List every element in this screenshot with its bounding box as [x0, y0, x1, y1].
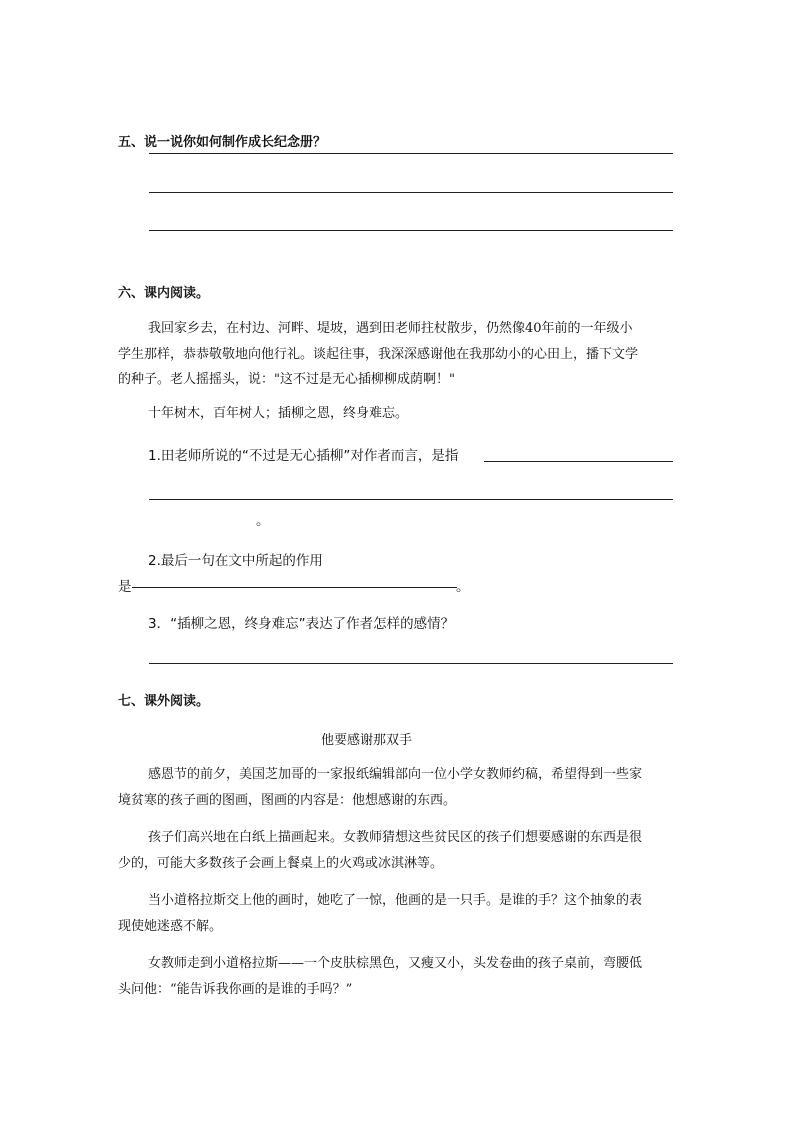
- article-line: 少的，可能大多数孩子会画上餐桌上的火鸡或冰淇淋等。: [118, 856, 444, 871]
- answer-line[interactable]: [149, 663, 673, 664]
- question-1: 1.田老师所说的“不过是无心插柳”对作者而言，是指: [148, 448, 459, 464]
- article-title: 他要感谢那双手: [321, 733, 413, 748]
- section7-heading: 七、课外阅读。: [118, 694, 210, 709]
- article-line: 感恩节的前夕，美国芝加哥的一家报纸编辑部向一位小学女教师约稿，希望得到一些家: [148, 767, 643, 782]
- article-line: 女教师走到小道格拉斯——一个皮肤棕黑色，又瘦又小，头发卷曲的孩子桌前，弯腰低: [148, 956, 643, 971]
- question-2-end: 。: [456, 579, 470, 595]
- question-1-end: 。: [256, 513, 270, 529]
- article-line: 孩子们高兴地在白纸上描画起来。女教师猜想这些贫民区的孩子们想要感谢的东西是很: [148, 830, 643, 845]
- passage-line: 十年树木，百年树人；插柳之恩，终身难忘。: [148, 406, 409, 421]
- answer-line[interactable]: [149, 153, 673, 154]
- passage-line: 我回家乡去，在村边、河畔、堤坡，遇到田老师拄杖散步，仍然像40年前的一年级小: [148, 321, 633, 336]
- article-line: 境贫寒的孩子画的图画，图画的内容是：他想感谢的东西。: [118, 793, 457, 808]
- article-line: 头问他：“能告诉我你画的是谁的手吗？”: [118, 982, 353, 997]
- article-line: 现使她迷惑不解。: [118, 919, 223, 934]
- answer-line[interactable]: [149, 230, 673, 231]
- question-2-prefix: 是: [118, 579, 132, 595]
- section6-heading: 六、课内阅读。: [118, 286, 210, 301]
- passage-line: 的种子。老人摇摇头，说："这不过是无心插柳柳成荫啊！": [118, 372, 455, 387]
- answer-line[interactable]: [484, 461, 673, 462]
- answer-line[interactable]: [149, 499, 673, 500]
- section5-heading: 五、说一说你如何制作成长纪念册？: [118, 135, 327, 150]
- answer-line[interactable]: [132, 587, 457, 588]
- answer-line[interactable]: [149, 192, 673, 193]
- passage-line: 学生那样，恭恭敬敬地向他行礼。谈起往事，我深深感谢他在我那幼小的心田上，播下文学: [118, 347, 639, 362]
- question-3: 3．“插柳之恩，终身难忘”表达了作者怎样的感情？: [148, 616, 455, 632]
- question-2: 2.最后一句在文中所起的作用: [148, 553, 323, 569]
- article-line: 当小道格拉斯交上他的画时，她吃了一惊，他画的是一只手。是谁的手？这个抽象的表: [148, 893, 643, 908]
